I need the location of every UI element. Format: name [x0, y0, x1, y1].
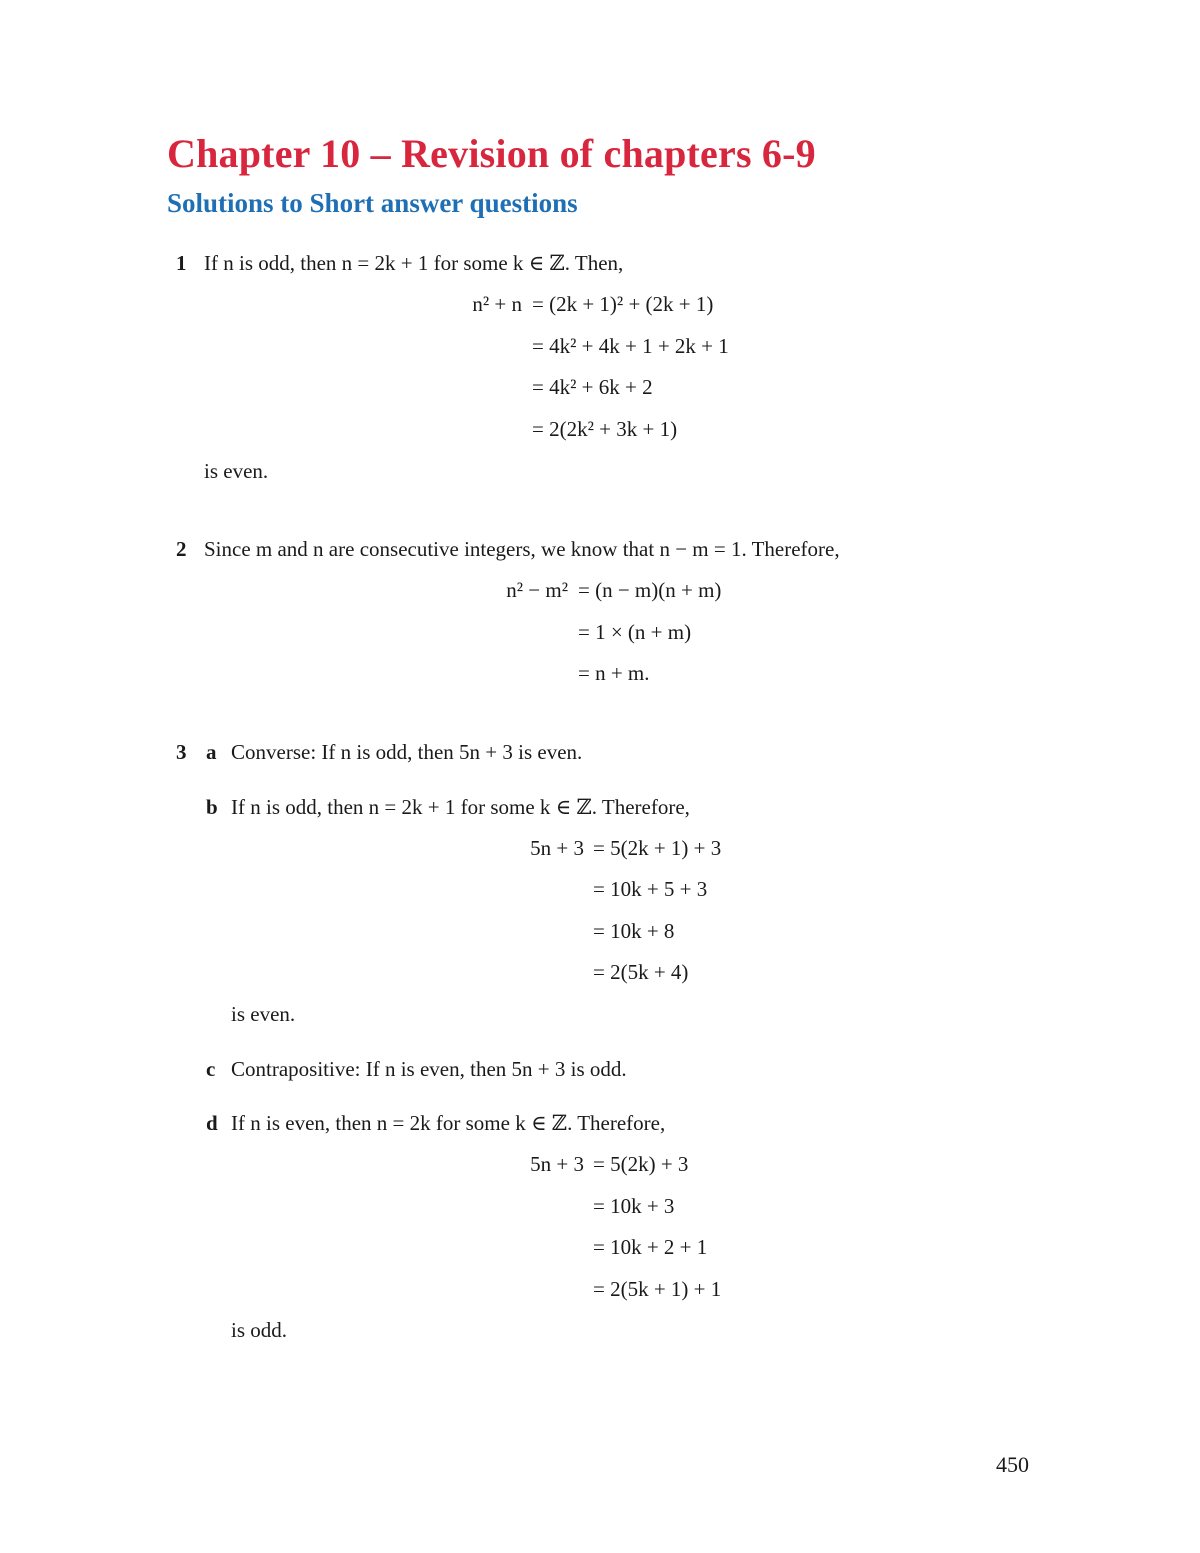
part-d-step: = 10k + 2 + 1 [593, 1235, 708, 1259]
question-2-number: 2 [176, 537, 187, 561]
question-2-lhs: n² − m² [506, 578, 568, 602]
section-subtitle: Solutions to Short answer questions [167, 188, 578, 218]
part-b-label: b [206, 795, 218, 819]
question-1-intro: If n is odd, then n = 2k + 1 for some k ∈ ℤ. Then, [204, 251, 624, 275]
question-3-number: 3 [176, 740, 187, 764]
part-b-step: = 5(2k + 1) + 3 [593, 836, 722, 860]
question-1-step: = 2(2k² + 3k + 1) [532, 417, 678, 441]
part-b-intro: If n is odd, then n = 2k + 1 for some k ∈ ℤ. Therefore, [231, 795, 690, 819]
question-1-step: = 4k² + 6k + 2 [532, 375, 653, 399]
part-d-intro: If n is even, then n = 2k for some k ∈ ℤ. Therefore, [231, 1111, 666, 1135]
part-b-lhs: 5n + 3 [530, 836, 584, 860]
part-d-label: d [206, 1111, 218, 1135]
question-1-step: = 4k² + 4k + 1 + 2k + 1 [532, 334, 729, 358]
question-2-step: = (n − m)(n + m) [578, 578, 722, 602]
question-2-intro: Since m and n are consecutive integers, we know that n − m = 1. Therefore, [204, 537, 840, 561]
part-d-conclusion: is odd. [231, 1318, 288, 1342]
part-a-label: a [206, 740, 217, 764]
part-d-lhs: 5n + 3 [530, 1152, 584, 1176]
question-2-step: = 1 × (n + m) [578, 620, 692, 644]
question-1-conclusion: is even. [204, 459, 269, 483]
part-b-step: = 10k + 8 [593, 919, 675, 943]
question-1-lhs: n² + n [472, 292, 522, 316]
part-c-text: Contrapositive: If n is even, then 5n + 3 is odd. [231, 1057, 627, 1081]
question-1-number: 1 [176, 251, 187, 275]
part-b-step: = 10k + 5 + 3 [593, 877, 708, 901]
part-a-text: Converse: If n is odd, then 5n + 3 is even. [231, 740, 583, 764]
part-b-step: = 2(5k + 4) [593, 960, 689, 984]
page-title: Chapter 10 – Revision of chapters 6-9 [167, 131, 816, 176]
part-b-conclusion: is even. [231, 1002, 296, 1026]
part-d-step: = 5(2k) + 3 [593, 1152, 689, 1176]
question-2-step: = n + m. [578, 661, 650, 685]
part-c-label: c [206, 1057, 216, 1081]
page-number: 450 [996, 1452, 1029, 1477]
question-1-step: = (2k + 1)² + (2k + 1) [532, 292, 714, 316]
part-d-step: = 10k + 3 [593, 1194, 675, 1218]
part-d-step: = 2(5k + 1) + 1 [593, 1277, 722, 1301]
